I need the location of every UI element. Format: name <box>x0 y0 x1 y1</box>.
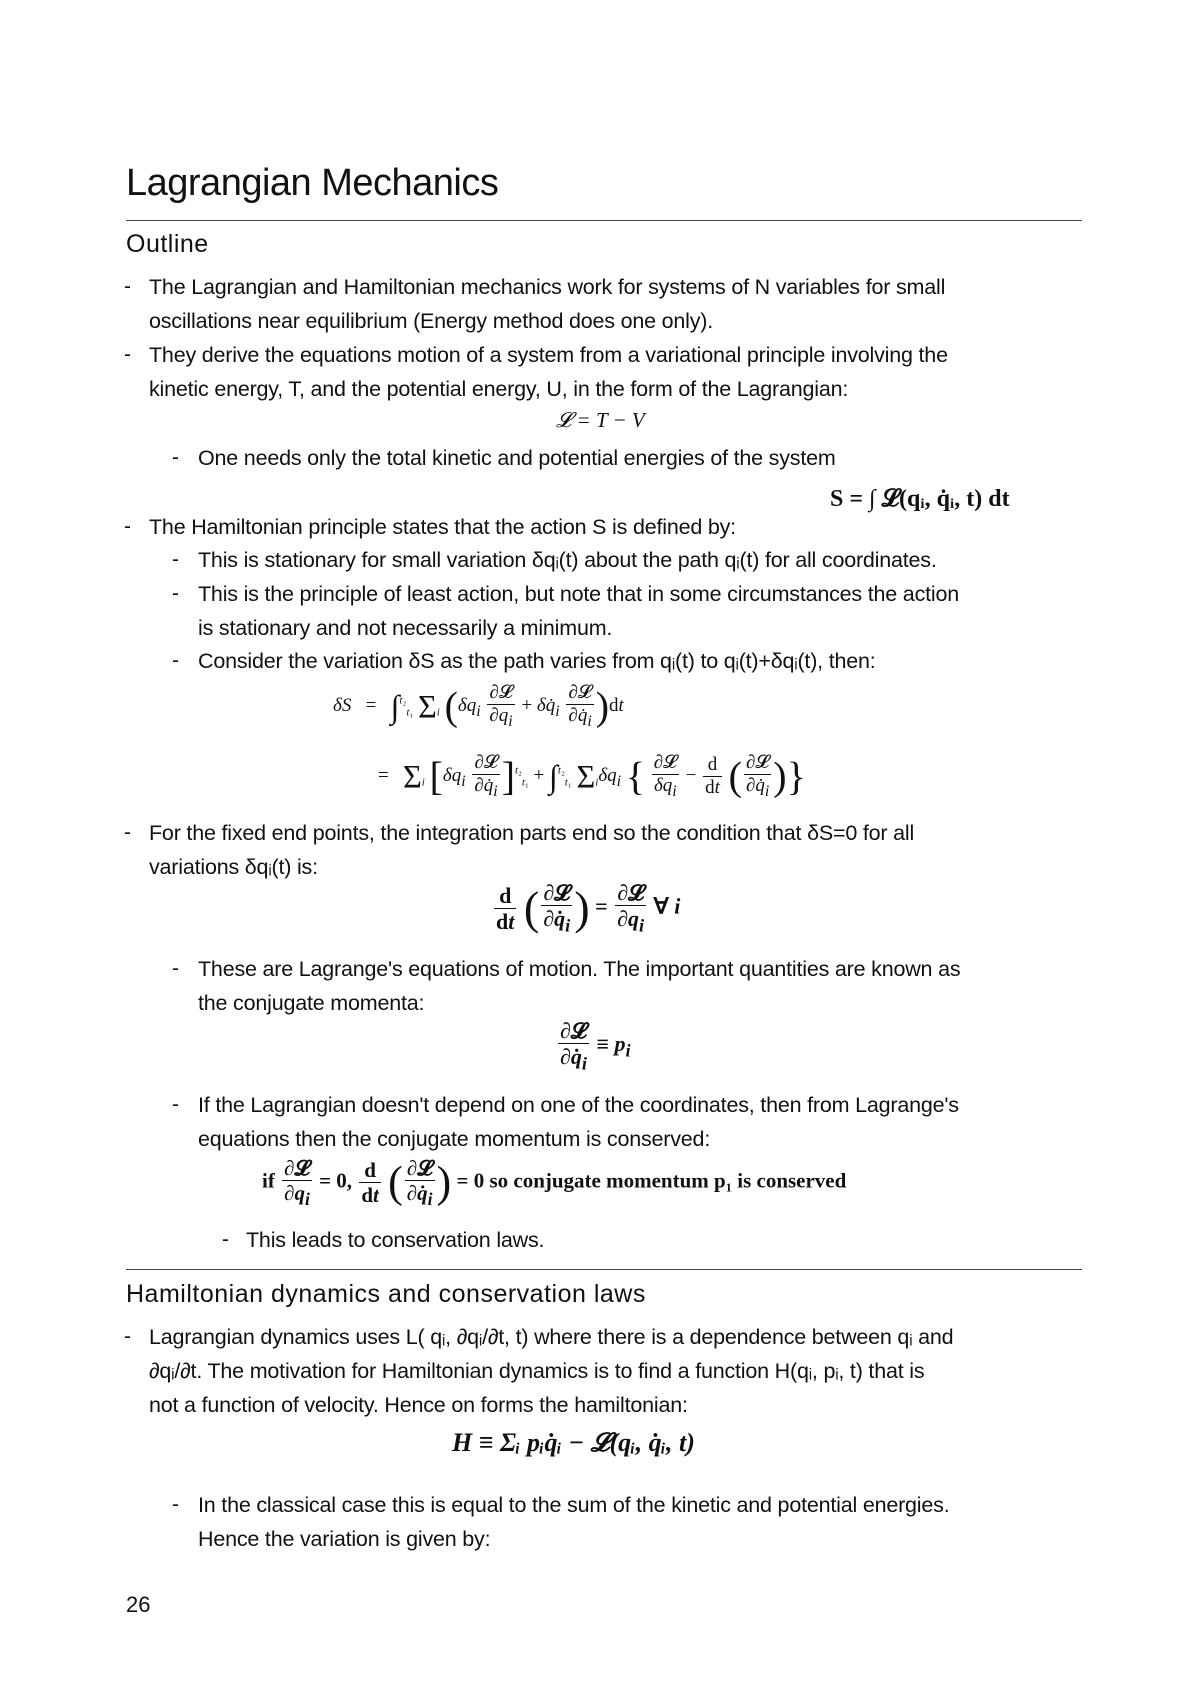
text-line: ∂qᵢ/∂t. The motivation for Hamiltonian dynamics is to find a function H(qᵢ, pᵢ, t) that is <box>149 1359 925 1383</box>
text-line: equations then the conjugate momentum is conserved: <box>198 1127 711 1151</box>
equation-lagrangian: 𝓛 = T − V <box>556 408 645 432</box>
page-title: Lagrangian Mechanics <box>126 162 499 204</box>
equation-euler-lagrange: $\frac{d}{dt}$ ( $\frac{\text{∂𝓛}}{\partial q̇_i}$ ) = $\frac{\text{∂𝓛}}{\partial q_i}$ ∀ i <box>496 880 681 936</box>
text-line: One needs only the total kinetic and potential energies of the system <box>198 446 836 470</box>
text-line: Lagrangian dynamics uses L( qᵢ, ∂qᵢ/∂t, t) where there is a dependence between qᵢ and <box>149 1325 954 1349</box>
text-line: kinetic energy, T, and the potential energy, U, in the form of the Lagrangian: <box>149 377 849 401</box>
text-line: Hence the variation is given by: <box>198 1527 491 1551</box>
bullet-dash: - <box>124 275 131 298</box>
equation-variation-row2: = $\Sigma_i$ [$\delta q_i$ $\frac{\text{∂𝓛}}{\partial q̇_i}$ ]$^{t_2}_{t_1}$ + ∫$^{t_2}_{t_1}$ $\Sigma_i\delta q_i$ { $\frac{\text{∂𝓛}}{\delta q_i}$ − $\frac{d}{dt}$ ( $\frac{\text{∂𝓛}}{\partial q̇_i}$ )} <box>378 752 806 800</box>
bullet-dash: - <box>172 1093 179 1116</box>
bullet-dash: - <box>172 582 179 605</box>
equation-conjugate-momentum: $\frac{\text{∂𝓛}}{\partial q̇_i}$ ≡ $p_i$ <box>560 1018 631 1074</box>
equation-hamiltonian: H ≡ Σᵢ pᵢq̇ᵢ − 𝓛(qᵢ, q̇ᵢ, t) <box>452 1428 695 1457</box>
text-line: oscillations near equilibrium (Energy method does one only). <box>149 309 714 333</box>
text-line: variations δqᵢ(t) is: <box>149 855 318 879</box>
bullet-dash: - <box>172 957 179 980</box>
bullet-dash: - <box>172 1493 179 1516</box>
section-heading-outline: Outline <box>126 230 209 258</box>
text-line: Consider the variation δS as the path varies from qᵢ(t) to qᵢ(t)+δqᵢ(t), then: <box>198 649 876 673</box>
text-line: This leads to conservation laws. <box>246 1228 545 1252</box>
text-line: The Lagrangian and Hamiltonian mechanics work for systems of N variables for small <box>149 275 946 299</box>
equation-variation-row1: δS = ∫$^{t_2}_{t_1}$ $\Sigma_i$ ($\delta q_i$ $\frac{\text{∂𝓛}}{\partial q_i}$ + $\delta q̇_i$ $\frac{\text{∂𝓛}}{\partial q̇_i}$ )dt <box>333 682 624 730</box>
bullet-dash: - <box>222 1228 229 1251</box>
text-line: They derive the equations motion of a system from a variational principle involving the <box>149 343 948 367</box>
page-number: 26 <box>126 1592 151 1617</box>
text-line: the conjugate momenta: <box>198 991 425 1015</box>
bullet-dash: - <box>172 649 179 672</box>
text-line: This is stationary for small variation δqᵢ(t) about the path qᵢ(t) for all coordinates. <box>198 548 937 572</box>
text-line: This is the principle of least action, but note that in some circumstances the action <box>198 582 959 606</box>
section-divider <box>126 1269 1082 1270</box>
title-divider <box>126 220 1082 221</box>
section-heading-hamiltonian: Hamiltonian dynamics and conservation laws <box>126 1280 646 1308</box>
bullet-dash: - <box>172 548 179 571</box>
text-line: For the fixed end points, the integration parts end so the condition that δS=0 for all <box>149 821 915 845</box>
text-line: If the Lagrangian doesn't depend on one of the coordinates, then from Lagrange's <box>198 1093 959 1117</box>
text-line: In the classical case this is equal to the sum of the kinetic and potential energies. <box>198 1493 950 1517</box>
text-line: is stationary and not necessarily a minimum. <box>198 616 613 640</box>
bullet-dash: - <box>124 1325 131 1348</box>
equation-conservation: if $\frac{\text{∂𝓛}}{\partial q_i}$ = 0, $\frac{d}{dt}$ ( $\frac{\text{∂𝓛}}{\partial q̇_i}$ ) = 0 so conjugate momentum p₁ is conserved <box>262 1156 847 1210</box>
bullet-dash: - <box>124 515 131 538</box>
text-line: The Hamiltonian principle states that the action S is defined by: <box>149 515 736 539</box>
bullet-dash: - <box>124 821 131 844</box>
bullet-dash: - <box>124 343 131 366</box>
equation-action: S = ∫ 𝓛(qᵢ, q̇ᵢ, t) dt <box>830 486 1010 512</box>
text-line: These are Lagrange's equations of motion. The important quantities are known as <box>198 957 961 981</box>
equation-conservation-tail: = 0 so conjugate momentum p₁ is conserved <box>456 1168 847 1193</box>
text-line: not a function of velocity. Hence on forms the hamiltonian: <box>149 1393 688 1417</box>
bullet-dash: - <box>172 446 179 469</box>
